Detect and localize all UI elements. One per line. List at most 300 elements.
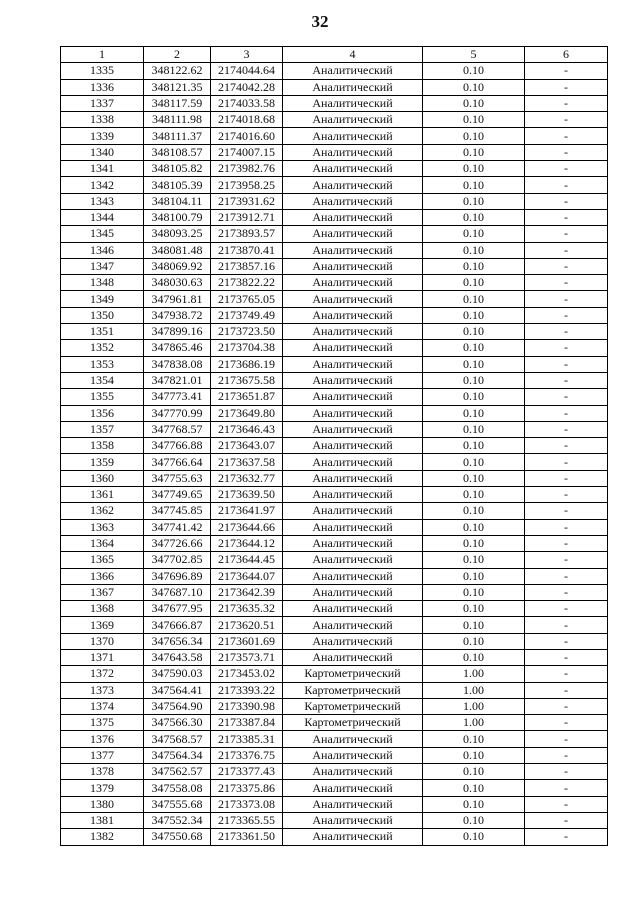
method-cell: Аналитический — [283, 356, 423, 372]
accuracy-cell: 0.10 — [423, 372, 525, 388]
note-cell: - — [525, 405, 608, 421]
y-coordinate-cell: 2173870.41 — [211, 242, 283, 258]
x-coordinate-cell: 348104.11 — [144, 193, 211, 209]
point-number-cell: 1372 — [61, 666, 144, 682]
x-coordinate-cell: 347643.58 — [144, 649, 211, 665]
y-coordinate-cell: 2173376.75 — [211, 747, 283, 763]
accuracy-cell: 1.00 — [423, 715, 525, 731]
table-row — [61, 128, 608, 144]
point-number-cell: 1342 — [61, 177, 144, 193]
method-cell: Аналитический — [283, 503, 423, 519]
note-cell: - — [525, 731, 608, 747]
y-coordinate-cell: 2174007.15 — [211, 144, 283, 160]
accuracy-cell: 0.10 — [423, 324, 525, 340]
accuracy-cell: 1.00 — [423, 666, 525, 682]
table-row — [61, 780, 608, 796]
accuracy-cell: 1.00 — [423, 682, 525, 698]
point-number-cell: 1341 — [61, 161, 144, 177]
y-coordinate-cell: 2173573.71 — [211, 649, 283, 665]
note-cell: - — [525, 470, 608, 486]
accuracy-cell: 0.10 — [423, 63, 525, 79]
y-coordinate-cell: 2173620.51 — [211, 617, 283, 633]
table-row — [61, 519, 608, 535]
y-coordinate-cell: 2173632.77 — [211, 470, 283, 486]
x-coordinate-cell: 347677.95 — [144, 601, 211, 617]
point-number-cell: 1348 — [61, 275, 144, 291]
method-cell: Аналитический — [283, 780, 423, 796]
accuracy-cell: 0.10 — [423, 487, 525, 503]
method-cell: Аналитический — [283, 372, 423, 388]
table-row — [61, 829, 608, 845]
x-coordinate-cell: 347558.08 — [144, 780, 211, 796]
accuracy-cell: 0.10 — [423, 209, 525, 225]
accuracy-cell: 0.10 — [423, 584, 525, 600]
note-cell: - — [525, 95, 608, 111]
accuracy-cell: 0.10 — [423, 95, 525, 111]
point-number-cell: 1350 — [61, 307, 144, 323]
method-cell: Аналитический — [283, 829, 423, 845]
x-coordinate-cell: 347564.34 — [144, 747, 211, 763]
table-row — [61, 112, 608, 128]
method-cell: Аналитический — [283, 242, 423, 258]
note-cell: - — [525, 438, 608, 454]
method-cell: Аналитический — [283, 617, 423, 633]
point-number-cell: 1352 — [61, 340, 144, 356]
x-coordinate-cell: 347770.99 — [144, 405, 211, 421]
accuracy-cell: 0.10 — [423, 601, 525, 617]
note-cell: - — [525, 780, 608, 796]
point-number-cell: 1362 — [61, 503, 144, 519]
note-cell: - — [525, 617, 608, 633]
y-coordinate-cell: 2173893.57 — [211, 226, 283, 242]
table-row — [61, 324, 608, 340]
note-cell: - — [525, 649, 608, 665]
point-number-cell: 1335 — [61, 63, 144, 79]
y-coordinate-cell: 2174042.28 — [211, 79, 283, 95]
note-cell: - — [525, 307, 608, 323]
note-cell: - — [525, 372, 608, 388]
column-header: 1 — [61, 47, 144, 63]
y-coordinate-cell: 2173639.50 — [211, 487, 283, 503]
table-row — [61, 535, 608, 551]
method-cell: Аналитический — [283, 438, 423, 454]
point-number-cell: 1382 — [61, 829, 144, 845]
accuracy-cell: 0.10 — [423, 649, 525, 665]
note-cell: - — [525, 389, 608, 405]
y-coordinate-cell: 2173390.98 — [211, 698, 283, 714]
point-number-cell: 1344 — [61, 209, 144, 225]
method-cell: Аналитический — [283, 324, 423, 340]
accuracy-cell: 0.10 — [423, 633, 525, 649]
method-cell: Картометрический — [283, 715, 423, 731]
point-number-cell: 1368 — [61, 601, 144, 617]
table-row — [61, 372, 608, 388]
accuracy-cell: 0.10 — [423, 291, 525, 307]
x-coordinate-cell: 347766.64 — [144, 454, 211, 470]
method-cell: Аналитический — [283, 421, 423, 437]
x-coordinate-cell: 347838.08 — [144, 356, 211, 372]
y-coordinate-cell: 2173637.58 — [211, 454, 283, 470]
column-header: 4 — [283, 47, 423, 63]
note-cell: - — [525, 63, 608, 79]
accuracy-cell: 0.10 — [423, 307, 525, 323]
table-row — [61, 405, 608, 421]
method-cell: Аналитический — [283, 568, 423, 584]
note-cell: - — [525, 454, 608, 470]
note-cell: - — [525, 519, 608, 535]
method-cell: Аналитический — [283, 519, 423, 535]
x-coordinate-cell: 347562.57 — [144, 764, 211, 780]
y-coordinate-cell: 2173765.05 — [211, 291, 283, 307]
x-coordinate-cell: 348105.82 — [144, 161, 211, 177]
x-coordinate-cell: 347552.34 — [144, 812, 211, 828]
method-cell: Аналитический — [283, 747, 423, 763]
method-cell: Аналитический — [283, 584, 423, 600]
accuracy-cell: 0.10 — [423, 161, 525, 177]
method-cell: Аналитический — [283, 552, 423, 568]
note-cell: - — [525, 226, 608, 242]
y-coordinate-cell: 2173704.38 — [211, 340, 283, 356]
x-coordinate-cell: 348100.79 — [144, 209, 211, 225]
x-coordinate-cell: 347755.63 — [144, 470, 211, 486]
x-coordinate-cell: 347550.68 — [144, 829, 211, 845]
x-coordinate-cell: 348069.92 — [144, 258, 211, 274]
point-number-cell: 1347 — [61, 258, 144, 274]
x-coordinate-cell: 347899.16 — [144, 324, 211, 340]
point-number-cell: 1379 — [61, 780, 144, 796]
accuracy-cell: 0.10 — [423, 552, 525, 568]
x-coordinate-cell: 347961.81 — [144, 291, 211, 307]
table-row — [61, 193, 608, 209]
y-coordinate-cell: 2173644.12 — [211, 535, 283, 551]
note-cell: - — [525, 796, 608, 812]
table-row — [61, 617, 608, 633]
column-header: 3 — [211, 47, 283, 63]
note-cell: - — [525, 764, 608, 780]
accuracy-cell: 0.10 — [423, 356, 525, 372]
x-coordinate-cell: 348105.39 — [144, 177, 211, 193]
method-cell: Аналитический — [283, 63, 423, 79]
accuracy-cell: 0.10 — [423, 340, 525, 356]
x-coordinate-cell: 347564.90 — [144, 698, 211, 714]
y-coordinate-cell: 2173723.50 — [211, 324, 283, 340]
table-row — [61, 438, 608, 454]
point-number-cell: 1361 — [61, 487, 144, 503]
method-cell: Аналитический — [283, 112, 423, 128]
note-cell: - — [525, 193, 608, 209]
note-cell: - — [525, 601, 608, 617]
method-cell: Картометрический — [283, 666, 423, 682]
method-cell: Аналитический — [283, 307, 423, 323]
column-header: 2 — [144, 47, 211, 63]
accuracy-cell: 0.10 — [423, 535, 525, 551]
note-cell: - — [525, 275, 608, 291]
column-header: 5 — [423, 47, 525, 63]
point-number-cell: 1343 — [61, 193, 144, 209]
note-cell: - — [525, 698, 608, 714]
x-coordinate-cell: 347749.65 — [144, 487, 211, 503]
method-cell: Аналитический — [283, 764, 423, 780]
point-number-cell: 1371 — [61, 649, 144, 665]
point-number-cell: 1338 — [61, 112, 144, 128]
point-number-cell: 1349 — [61, 291, 144, 307]
table-row — [61, 209, 608, 225]
point-number-cell: 1345 — [61, 226, 144, 242]
table-row — [61, 340, 608, 356]
y-coordinate-cell: 2173749.49 — [211, 307, 283, 323]
table-row — [61, 731, 608, 747]
note-cell: - — [525, 421, 608, 437]
accuracy-cell: 0.10 — [423, 128, 525, 144]
y-coordinate-cell: 2173453.02 — [211, 666, 283, 682]
point-number-cell: 1357 — [61, 421, 144, 437]
accuracy-cell: 0.10 — [423, 177, 525, 193]
y-coordinate-cell: 2173644.07 — [211, 568, 283, 584]
method-cell: Аналитический — [283, 601, 423, 617]
method-cell: Аналитический — [283, 95, 423, 111]
method-cell: Картометрический — [283, 698, 423, 714]
note-cell: - — [525, 112, 608, 128]
x-coordinate-cell: 348117.59 — [144, 95, 211, 111]
accuracy-cell: 0.10 — [423, 405, 525, 421]
accuracy-cell: 0.10 — [423, 764, 525, 780]
table-row — [61, 812, 608, 828]
accuracy-cell: 0.10 — [423, 829, 525, 845]
note-cell: - — [525, 144, 608, 160]
accuracy-cell: 0.10 — [423, 503, 525, 519]
note-cell: - — [525, 242, 608, 258]
table-row — [61, 161, 608, 177]
table-row — [61, 764, 608, 780]
x-coordinate-cell: 347766.88 — [144, 438, 211, 454]
y-coordinate-cell: 2173822.22 — [211, 275, 283, 291]
y-coordinate-cell: 2173675.58 — [211, 372, 283, 388]
x-coordinate-cell: 347726.66 — [144, 535, 211, 551]
accuracy-cell: 0.10 — [423, 421, 525, 437]
table-row — [61, 454, 608, 470]
accuracy-cell: 0.10 — [423, 470, 525, 486]
x-coordinate-cell: 347687.10 — [144, 584, 211, 600]
y-coordinate-cell: 2173912.71 — [211, 209, 283, 225]
note-cell: - — [525, 161, 608, 177]
x-coordinate-cell: 348030.63 — [144, 275, 211, 291]
x-coordinate-cell: 348108.57 — [144, 144, 211, 160]
page-number: 32 — [311, 12, 329, 31]
x-coordinate-cell: 347564.41 — [144, 682, 211, 698]
note-cell: - — [525, 324, 608, 340]
method-cell: Аналитический — [283, 291, 423, 307]
y-coordinate-cell: 2173643.07 — [211, 438, 283, 454]
y-coordinate-cell: 2173385.31 — [211, 731, 283, 747]
point-number-cell: 1369 — [61, 617, 144, 633]
x-coordinate-cell: 347702.85 — [144, 552, 211, 568]
header-row — [61, 47, 608, 63]
table-header — [61, 47, 608, 63]
point-number-cell: 1378 — [61, 764, 144, 780]
point-number-cell: 1366 — [61, 568, 144, 584]
x-coordinate-cell: 347590.03 — [144, 666, 211, 682]
table-row — [61, 258, 608, 274]
x-coordinate-cell: 347821.01 — [144, 372, 211, 388]
x-coordinate-cell: 347865.46 — [144, 340, 211, 356]
accuracy-cell: 0.10 — [423, 112, 525, 128]
method-cell: Аналитический — [283, 389, 423, 405]
accuracy-cell: 0.10 — [423, 812, 525, 828]
accuracy-cell: 0.10 — [423, 796, 525, 812]
x-coordinate-cell: 347741.42 — [144, 519, 211, 535]
table-row — [61, 177, 608, 193]
x-coordinate-cell: 348093.25 — [144, 226, 211, 242]
table-row — [61, 356, 608, 372]
note-cell: - — [525, 715, 608, 731]
table-row — [61, 747, 608, 763]
accuracy-cell: 0.10 — [423, 275, 525, 291]
x-coordinate-cell: 347745.85 — [144, 503, 211, 519]
table-row — [61, 633, 608, 649]
accuracy-cell: 0.10 — [423, 389, 525, 405]
y-coordinate-cell: 2173642.39 — [211, 584, 283, 600]
x-coordinate-cell: 347656.34 — [144, 633, 211, 649]
table-row — [61, 144, 608, 160]
y-coordinate-cell: 2173686.19 — [211, 356, 283, 372]
x-coordinate-cell: 347938.72 — [144, 307, 211, 323]
x-coordinate-cell: 347773.41 — [144, 389, 211, 405]
accuracy-cell: 0.10 — [423, 226, 525, 242]
note-cell: - — [525, 128, 608, 144]
point-number-cell: 1359 — [61, 454, 144, 470]
y-coordinate-cell: 2173641.97 — [211, 503, 283, 519]
accuracy-cell: 0.10 — [423, 454, 525, 470]
table-row — [61, 682, 608, 698]
table-row — [61, 275, 608, 291]
point-number-cell: 1351 — [61, 324, 144, 340]
point-number-cell: 1360 — [61, 470, 144, 486]
table-row — [61, 649, 608, 665]
table-row — [61, 389, 608, 405]
table-row — [61, 421, 608, 437]
table-body — [61, 63, 608, 845]
accuracy-cell: 0.10 — [423, 747, 525, 763]
point-number-cell: 1355 — [61, 389, 144, 405]
point-number-cell: 1374 — [61, 698, 144, 714]
method-cell: Аналитический — [283, 79, 423, 95]
y-coordinate-cell: 2173393.22 — [211, 682, 283, 698]
note-cell: - — [525, 829, 608, 845]
y-coordinate-cell: 2173649.80 — [211, 405, 283, 421]
note-cell: - — [525, 812, 608, 828]
y-coordinate-cell: 2173646.43 — [211, 421, 283, 437]
accuracy-cell: 0.10 — [423, 438, 525, 454]
coordinates-table — [60, 46, 608, 846]
accuracy-cell: 0.10 — [423, 242, 525, 258]
accuracy-cell: 0.10 — [423, 258, 525, 274]
y-coordinate-cell: 2173387.84 — [211, 715, 283, 731]
table-row — [61, 307, 608, 323]
point-number-cell: 1337 — [61, 95, 144, 111]
point-number-cell: 1358 — [61, 438, 144, 454]
note-cell: - — [525, 487, 608, 503]
point-number-cell: 1376 — [61, 731, 144, 747]
point-number-cell: 1377 — [61, 747, 144, 763]
point-number-cell: 1375 — [61, 715, 144, 731]
note-cell: - — [525, 682, 608, 698]
accuracy-cell: 0.10 — [423, 568, 525, 584]
point-number-cell: 1365 — [61, 552, 144, 568]
table-row — [61, 666, 608, 682]
method-cell: Аналитический — [283, 177, 423, 193]
note-cell: - — [525, 584, 608, 600]
accuracy-cell: 0.10 — [423, 519, 525, 535]
y-coordinate-cell: 2174018.68 — [211, 112, 283, 128]
y-coordinate-cell: 2173373.08 — [211, 796, 283, 812]
method-cell: Картометрический — [283, 682, 423, 698]
table-row — [61, 698, 608, 714]
note-cell: - — [525, 633, 608, 649]
y-coordinate-cell: 2174044.64 — [211, 63, 283, 79]
x-coordinate-cell: 348111.37 — [144, 128, 211, 144]
point-number-cell: 1367 — [61, 584, 144, 600]
y-coordinate-cell: 2173857.16 — [211, 258, 283, 274]
y-coordinate-cell: 2173377.43 — [211, 764, 283, 780]
note-cell: - — [525, 79, 608, 95]
method-cell: Аналитический — [283, 340, 423, 356]
table-row — [61, 715, 608, 731]
table-row — [61, 95, 608, 111]
method-cell: Аналитический — [283, 144, 423, 160]
point-number-cell: 1339 — [61, 128, 144, 144]
point-number-cell: 1364 — [61, 535, 144, 551]
point-number-cell: 1336 — [61, 79, 144, 95]
table-row — [61, 79, 608, 95]
method-cell: Аналитический — [283, 487, 423, 503]
method-cell: Аналитический — [283, 812, 423, 828]
x-coordinate-cell: 347696.89 — [144, 568, 211, 584]
y-coordinate-cell: 2174033.58 — [211, 95, 283, 111]
column-header: 6 — [525, 47, 608, 63]
method-cell: Аналитический — [283, 209, 423, 225]
point-number-cell: 1373 — [61, 682, 144, 698]
accuracy-cell: 0.10 — [423, 79, 525, 95]
method-cell: Аналитический — [283, 275, 423, 291]
x-coordinate-cell: 348111.98 — [144, 112, 211, 128]
accuracy-cell: 0.10 — [423, 617, 525, 633]
y-coordinate-cell: 2173931.62 — [211, 193, 283, 209]
note-cell: - — [525, 503, 608, 519]
table-row — [61, 568, 608, 584]
method-cell: Аналитический — [283, 454, 423, 470]
table-row — [61, 796, 608, 812]
point-number-cell: 1356 — [61, 405, 144, 421]
y-coordinate-cell: 2173601.69 — [211, 633, 283, 649]
y-coordinate-cell: 2174016.60 — [211, 128, 283, 144]
table-row — [61, 487, 608, 503]
method-cell: Аналитический — [283, 405, 423, 421]
method-cell: Аналитический — [283, 226, 423, 242]
point-number-cell: 1381 — [61, 812, 144, 828]
x-coordinate-cell: 347568.57 — [144, 731, 211, 747]
note-cell: - — [525, 209, 608, 225]
note-cell: - — [525, 568, 608, 584]
y-coordinate-cell: 2173644.45 — [211, 552, 283, 568]
accuracy-cell: 0.10 — [423, 144, 525, 160]
x-coordinate-cell: 348122.62 — [144, 63, 211, 79]
y-coordinate-cell: 2173375.86 — [211, 780, 283, 796]
accuracy-cell: 0.10 — [423, 780, 525, 796]
method-cell: Аналитический — [283, 470, 423, 486]
table-row — [61, 503, 608, 519]
method-cell: Аналитический — [283, 649, 423, 665]
note-cell: - — [525, 340, 608, 356]
